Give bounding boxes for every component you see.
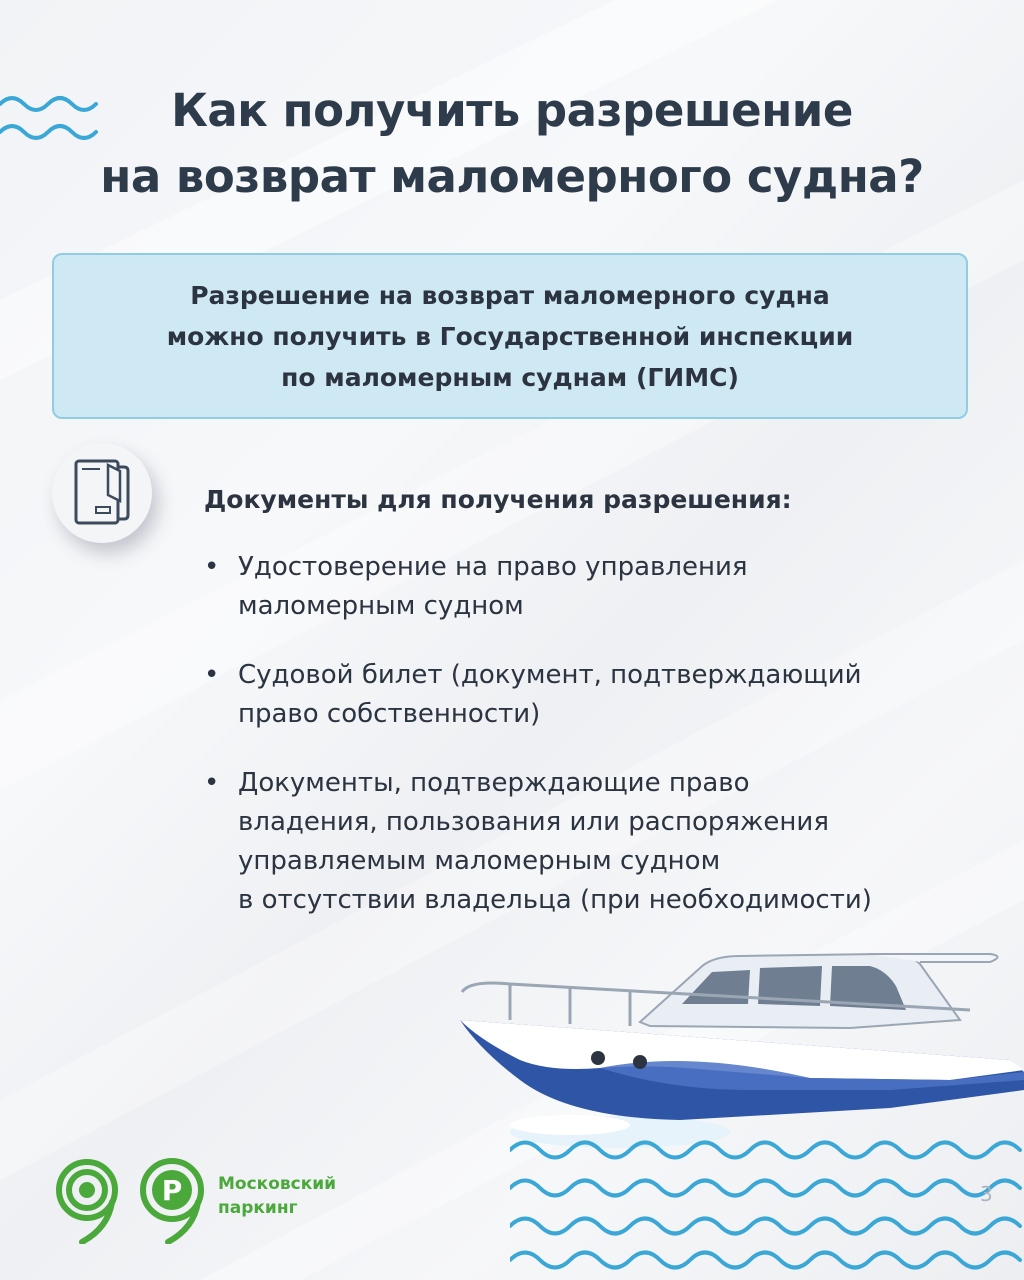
list-item-line: владения, пользования или распоряжения: [238, 807, 829, 837]
list-item: [204, 764, 994, 920]
list-item-line: • Судовой билет (документ, подтверждающий: [238, 660, 862, 690]
list-item-line: в отсутствии владельца (при необходимости): [238, 885, 872, 915]
title-line-1: Как получить разрешение: [171, 84, 853, 137]
page-number: 3: [980, 1182, 993, 1206]
waves-bottom-icon: [510, 1130, 1024, 1270]
title-line-2: на возврат маломерного судна?: [100, 150, 924, 203]
page-title: [40, 78, 984, 210]
list-item-line: • Удостоверение на право управления: [238, 552, 748, 582]
logo-line-1: Московский: [218, 1174, 337, 1194]
list-item-line: • Документы, подтверждающие право: [238, 768, 750, 798]
list-item-line: маломерным судном: [238, 591, 524, 621]
parking-p-logo-icon: [136, 1158, 208, 1244]
documents-heading: Документы для получения разрешения:: [204, 485, 792, 514]
svg-text:P: P: [161, 1174, 183, 1207]
motorboat-illustration-icon: [450, 940, 1024, 1160]
brand-logo: [52, 1158, 372, 1248]
info-line-1: Разрешение на возврат маломерного судна: [190, 280, 830, 310]
logo-text: [218, 1172, 336, 1220]
document-folder-icon: [52, 443, 152, 543]
list-item: [204, 548, 994, 626]
info-text: [167, 275, 853, 398]
documents-list: [204, 548, 994, 950]
info-line-3: по маломерным суднам (ГИМС): [281, 362, 739, 392]
list-item-line: право собственности): [238, 699, 541, 729]
list-item-line: управляемым маломерным судном: [238, 846, 721, 876]
list-item: [204, 656, 994, 734]
info-box: [52, 253, 968, 419]
moscow-9-logo-icon: [52, 1158, 122, 1244]
logo-line-2: паркинг: [218, 1198, 298, 1218]
document-badge: [52, 443, 152, 543]
info-line-2: можно получить в Государственной инспекции: [166, 321, 854, 351]
